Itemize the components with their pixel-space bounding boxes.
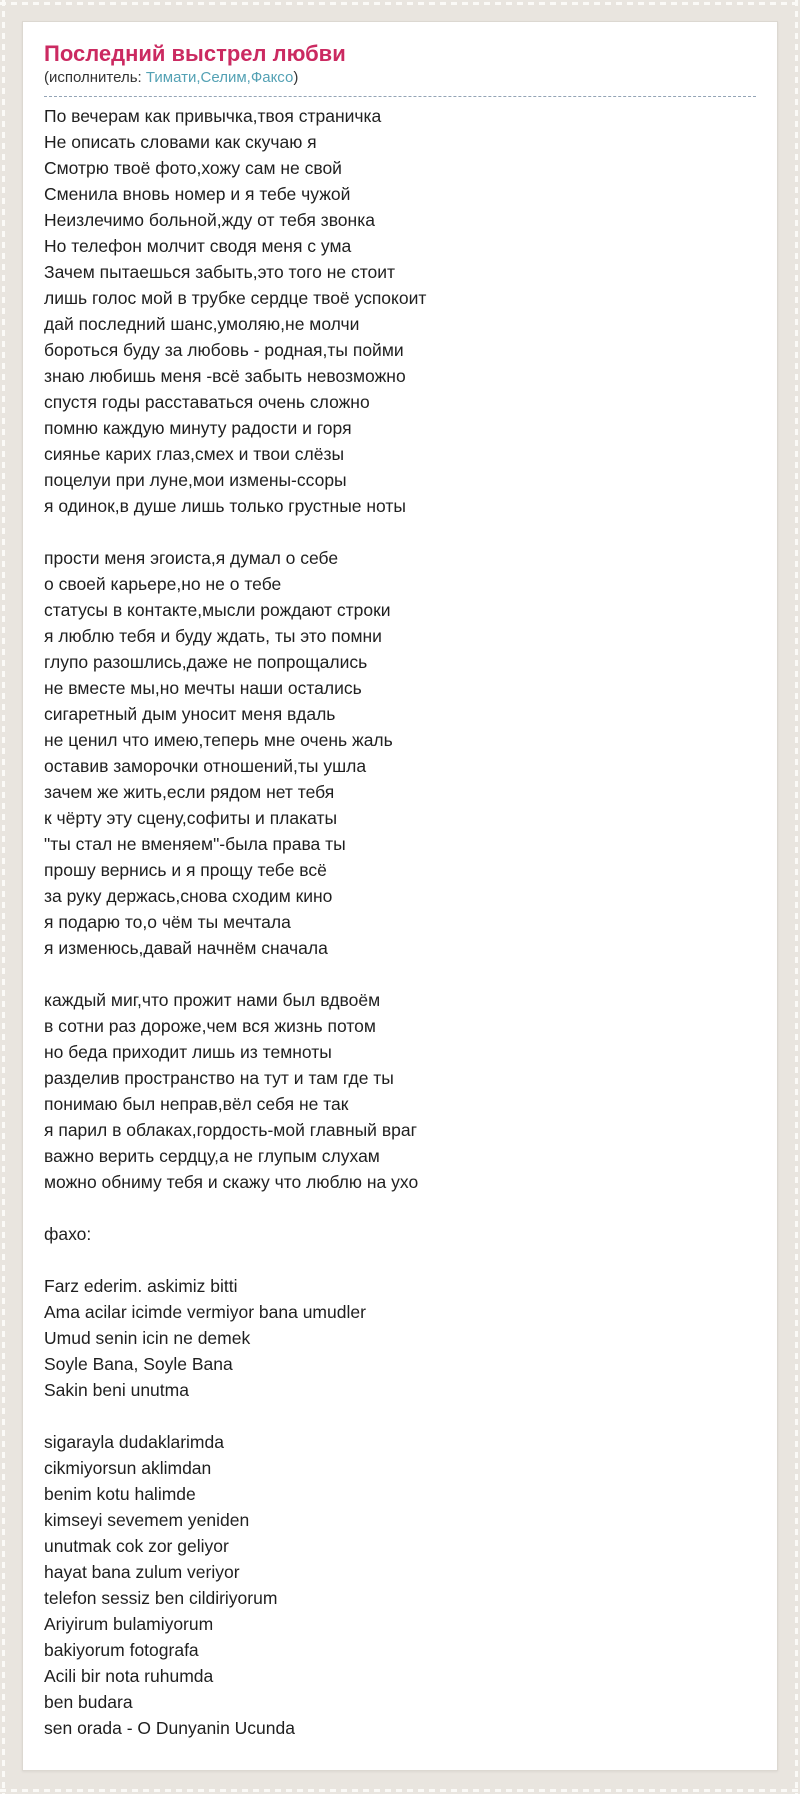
- lyric-line: unutmak cok zor geliyor: [44, 1536, 229, 1556]
- lyric-line: benim kotu halimde: [44, 1484, 196, 1504]
- lyric-line: фахо:: [44, 1224, 92, 1244]
- content-card: [22, 21, 778, 1771]
- artist-line: [44, 69, 756, 97]
- lyric-line: не вместе мы,но мечты наши остались: [44, 678, 362, 698]
- lyric-line: Soyle Bana, Soyle Bana: [44, 1354, 233, 1374]
- lyric-line: Farz ederim. askimiz bitti: [44, 1276, 238, 1296]
- lyric-line: прости меня эгоиста,я думал о себе: [44, 548, 339, 568]
- lyric-line: я парил в облаках,гордость-мой главный враг: [44, 1120, 417, 1140]
- stitch-border-bottom: [0, 1789, 800, 1792]
- stitch-border-top: [0, 2, 800, 5]
- lyrics: [44, 103, 756, 1741]
- stanza: [44, 987, 756, 1195]
- lyric-line: спустя годы расставаться очень сложно: [44, 392, 370, 412]
- lyric-line: можно обниму тебя и скажу что люблю на ухо: [44, 1172, 419, 1192]
- lyric-line: "ты стал не вменяем"-была права ты: [44, 834, 346, 854]
- lyric-line: я люблю тебя и буду ждать, ты это помни: [44, 626, 382, 646]
- artist-links: [146, 69, 293, 86]
- lyric-line: Не описать словами как скучаю я: [44, 132, 317, 152]
- lyric-line: о своей карьере,но не о тебе: [44, 574, 282, 594]
- lyric-line: Ama acilar icimde vermiyor bana umudler: [44, 1302, 366, 1322]
- artist-link-timati[interactable]: Тимати: [145, 69, 197, 86]
- lyric-line: не ценил что имею,теперь мне очень жаль: [44, 730, 393, 750]
- lyric-line: Ariyirum bulamiyorum: [44, 1614, 214, 1634]
- lyric-line: бороться буду за любовь - родная,ты пойми: [44, 340, 404, 360]
- lyric-line: каждый миг,что прожит нами был вдвоём: [44, 990, 381, 1010]
- lyric-line: важно верить сердцу,а не глупым слухам: [44, 1146, 380, 1166]
- lyric-line: я одинок,в душе лишь только грустные ноты: [44, 496, 406, 516]
- lyric-line: разделив пространство на тут и там где ты: [44, 1068, 394, 1088]
- lyric-line: в сотни раз дороже,чем вся жизнь потом: [44, 1016, 376, 1036]
- lyric-line: сиянье карих глаз,смех и твои слёзы: [44, 444, 345, 464]
- lyric-line: Acili bir nota ruhumda: [44, 1666, 214, 1686]
- stanza: [44, 545, 756, 961]
- lyric-line: за руку держась,снова сходим кино: [44, 886, 333, 906]
- lyric-line: я подарю то,о чём ты мечтала: [44, 912, 291, 932]
- lyric-line: помню каждую минуту радости и горя: [44, 418, 352, 438]
- lyric-line: Сменила вновь номер и я тебе чужой: [44, 184, 351, 204]
- lyric-line: понимаю был неправ,вёл себя не так: [44, 1094, 349, 1114]
- lyric-line: я изменюсь,давай начнём сначала: [44, 938, 328, 958]
- lyric-line: дай последний шанс,умоляю,не молчи: [44, 314, 360, 334]
- artist-link-fakso[interactable]: Факсо: [250, 69, 294, 86]
- lyric-line: знаю любишь меня -всё забыть невозможно: [44, 366, 406, 386]
- stitch-border-right: [795, 0, 798, 1794]
- lyric-line: Но телефон молчит сводя меня с ума: [44, 236, 352, 256]
- lyric-line: kimseyi sevemem yeniden: [44, 1510, 250, 1530]
- stitch-border-left: [2, 0, 5, 1794]
- lyric-line: прошу вернись и я прощу тебе всё: [44, 860, 327, 880]
- lyric-line: зачем же жить,если рядом нет тебя: [44, 782, 335, 802]
- lyric-line: статусы в контакте,мысли рождают строки: [44, 600, 391, 620]
- lyric-line: bakiyorum fotografa: [44, 1640, 199, 1660]
- lyric-line: Смотрю твоё фото,хожу сам не свой: [44, 158, 342, 178]
- artist-suffix: ): [293, 69, 299, 86]
- lyric-line: По вечерам как привычка,твоя страничка: [44, 106, 382, 126]
- stanza: [44, 103, 756, 519]
- lyric-line: оставив заморочки отношений,ты ушла: [44, 756, 367, 776]
- artist-separator: ,: [246, 69, 251, 86]
- lyric-line: telefon sessiz ben cildiriyorum: [44, 1588, 278, 1608]
- lyric-line: поцелуи при луне,мои измены-ссоры: [44, 470, 347, 490]
- lyric-line: Неизлечимо больной,жду от тебя звонка: [44, 210, 375, 230]
- artist-link-selim[interactable]: Селим: [200, 69, 247, 86]
- lyric-line: к чёрту эту сцену,софиты и плакаты: [44, 808, 338, 828]
- lyric-line: hayat bana zulum veriyor: [44, 1562, 240, 1582]
- lyric-line: sen orada - O Dunyanin Ucunda: [44, 1718, 295, 1738]
- stanza: [44, 1221, 756, 1247]
- lyric-line: Umud senin icin ne demek: [44, 1328, 251, 1348]
- lyric-line: sigarayla dudaklarimda: [44, 1432, 224, 1452]
- lyric-line: но беда приходит лишь из темноты: [44, 1042, 332, 1062]
- lyric-line: cikmiyorsun aklimdan: [44, 1458, 212, 1478]
- stanza: [44, 1429, 756, 1741]
- lyric-line: лишь голос мой в трубке сердце твоё успокоит: [44, 288, 427, 308]
- stanza: [44, 1273, 756, 1403]
- lyric-line: сигаретный дым уносит меня вдаль: [44, 704, 336, 724]
- artist-separator: ,: [196, 69, 201, 86]
- lyric-line: ben budara: [44, 1692, 133, 1712]
- lyric-line: Зачем пытаешься забыть,это того не стоит: [44, 262, 396, 282]
- lyric-line: глупо разошлись,даже не попрощались: [44, 652, 368, 672]
- song-title: Последний выстрел любви: [44, 41, 346, 66]
- lyric-line: Sakin beni unutma: [44, 1380, 189, 1400]
- artist-prefix: (исполнитель:: [44, 69, 142, 86]
